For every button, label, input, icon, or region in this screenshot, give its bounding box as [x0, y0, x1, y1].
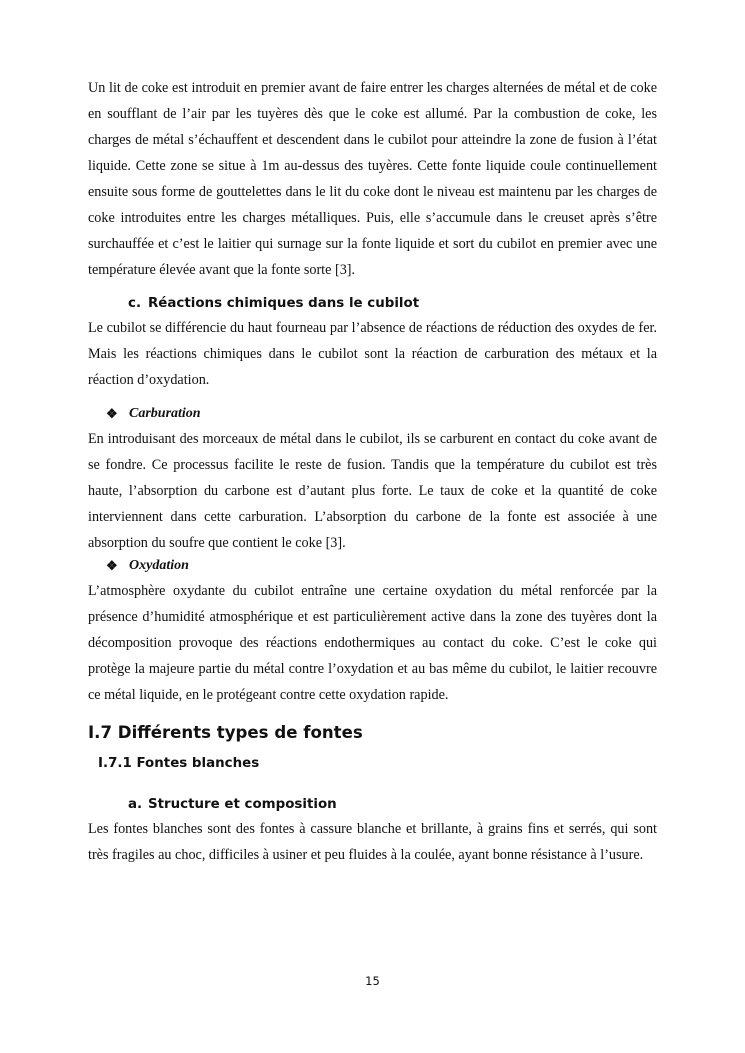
heading-structure-composition [88, 795, 657, 815]
heading-title: Réactions chimiques dans le cubilot [148, 296, 420, 311]
heading-letter: a. [128, 797, 143, 812]
heading-title: Carburation [129, 406, 201, 421]
paragraph-reactions-intro: Le cubilot se différencie du haut fourneau par l’absence de réactions de réduction des oxydes de fer. Mais les réactions chimiques dans le cubilot sont la réaction de carburation des métaux et la réaction d’oxydation. [88, 320, 657, 388]
paragraph-white-cast-iron: Les fontes blanches sont des fontes à cassure blanche et brillante, à grains fins et serrés, qui sont très fragiles au choc, difficiles à usiner et peu fluides à la coulée, ayant bonne résistance à l’usure. [88, 821, 657, 863]
heading-oxydation [88, 556, 657, 576]
heading-chemical-reactions [88, 294, 657, 314]
paragraph-oxydation: L’atmosphère oxydante du cubilot entraîne une certaine oxydation du métal renforcée par la présence d’humidité atmosphérique et est particulièrement active dans la zone des tuyères dont la décomposition provoque des réactions endothermiques au contact du coke. C’est le coke qui protège la majeure partie du métal contre l’oxydation et au bas même du cubilot, le laitier recouvre ce métal liquide, en le protégeant contre cette oxydation rapide. [88, 583, 657, 703]
section-heading-i71: I.7.1 Fontes blanches [98, 756, 260, 771]
page-number: 15 [365, 974, 380, 988]
diamond-bullet-icon: ❖ [106, 558, 118, 573]
paragraph-cubilot-operation: Un lit de coke est introduit en premier avant de faire entrer les charges alternées de métal et de coke en soufflant de l’air par les tuyères dès que le coke est allumé. Par la combustion de coke, les charges de métal s’échauffent et descendent dans le cubilot pour atteindre la zone de fusion à l’état liquide. Cette zone se situe à 1m au-dessus des tuyères. Cette fonte liquide coule continuellement ensuite sous forme de gouttelettes dans le lit du coke dont le niveau est maintenu par les charges de coke introduites entre les charges métalliques. Puis, elle s’accumule dans le creuset après s’être surchauffée et c’est le laitier qui surnage sur la fonte liquide et sort du cubilot en premier avec une température élevée avant que la fonte sorte [3]. [88, 80, 657, 278]
heading-letter: c. [128, 296, 142, 311]
document-page [88, 72, 657, 868]
heading-title: Oxydation [129, 558, 189, 573]
section-heading-i7: I.7 Différents types de fontes [88, 723, 363, 742]
paragraph-carburation: En introduisant des morceaux de métal dans le cubilot, ils se carburent en contact du coke avant de se fondre. Ce processus facilite le reste de fusion. Tandis que la température du cubilot est très haute, l’absorption du carbone est d’autant plus forte. Le taux de coke et la quantité de coke interviennent dans cette carburation. L’absorption du carbone de la fonte est associée à une absorption du soufre que contient le coke [3]. [88, 431, 657, 551]
heading-title: Structure et composition [148, 797, 337, 812]
diamond-bullet-icon: ❖ [106, 406, 118, 421]
heading-carburation [88, 404, 657, 424]
